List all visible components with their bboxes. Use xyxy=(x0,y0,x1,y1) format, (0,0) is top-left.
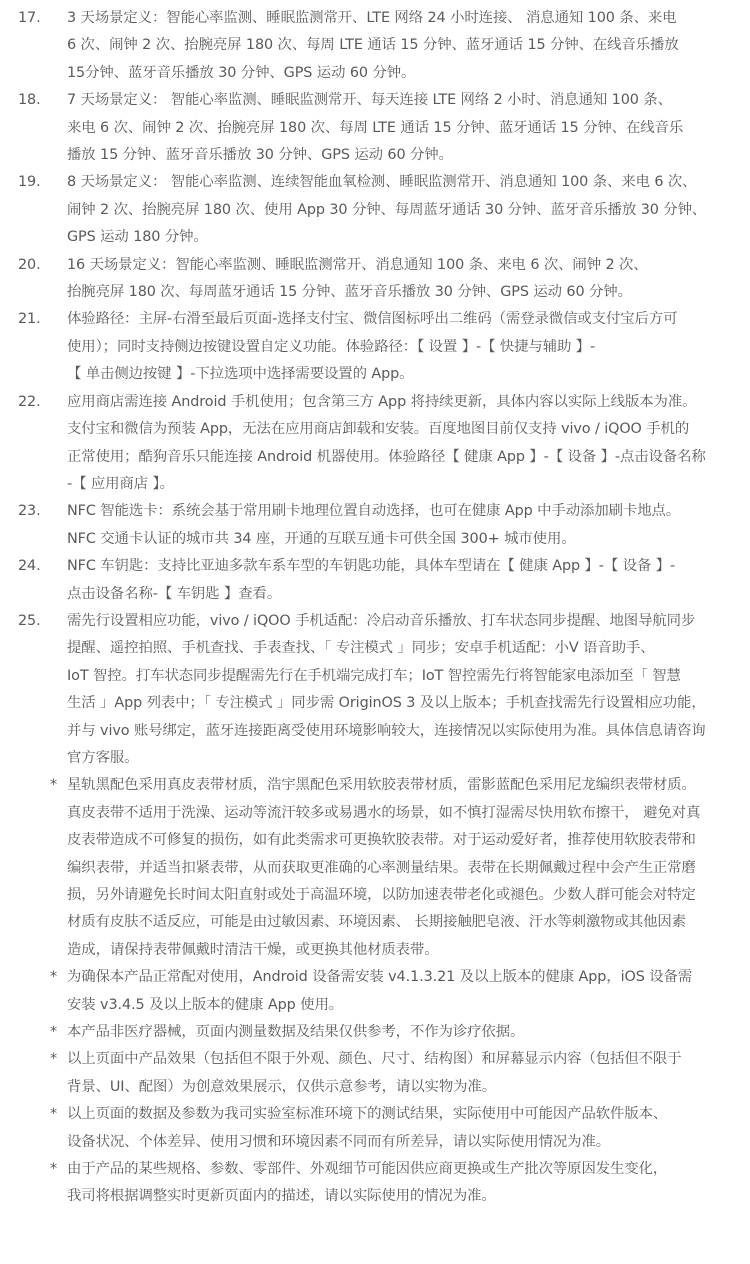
asterisk-footnote-text-line: 以上页面中产品效果（包括但不限于外观、颜色、尺寸、结构图）和屏幕显示内容（包括但不限于 xyxy=(67,1051,682,1068)
numbered-footnote-text-line: 播放 15 分钟、蓝牙音乐播放 30 分钟、GPS 运动 60 分钟。 xyxy=(67,147,453,164)
numbered-footnote-text-line: 点击设备名称-【 车钥匙 】查看。 xyxy=(67,585,282,602)
asterisk-footnote-marker: * xyxy=(50,1161,58,1178)
numbered-footnote-list xyxy=(0,5,750,772)
numbered-footnote-text-line: 使用）；同时支持侧边按键设置自定义功能。体验路径：【 设置 】-【 快捷与辅助 】- xyxy=(67,338,596,355)
numbered-footnote-text-line: NFC 智能选卡：系统会基于常用刷卡地理位置自动选择，也可在健康 App 中手动添加刷卡地点。 xyxy=(67,503,681,520)
asterisk-footnote xyxy=(0,1019,750,1046)
numbered-footnote-marker: 17. xyxy=(18,10,41,26)
asterisk-footnote-text-line: 我司将根据调整实时更新页面内的描述，请以实际使用的情况为准。 xyxy=(67,1188,496,1205)
numbered-footnote-text-line: 3 天场景定义：智能心率监测、睡眠监测常开、LTE 网络 24 小时连接、 消息通知 100 条、来电 xyxy=(67,10,677,26)
asterisk-footnote xyxy=(0,772,750,964)
numbered-footnote xyxy=(0,169,750,251)
numbered-footnote-text-line: IoT 智控。打车状态同步提醒需先行在手机端完成打车；IoT 智控需先行将智能家电添加至「 智慧 xyxy=(67,667,681,684)
asterisk-footnote-text-line: 真皮表带不适用于洗澡、运动等流汗较多或易遇水的场景，如不慎打湿需尽快用软布擦干， 避免对真 xyxy=(67,804,701,821)
numbered-footnote-marker: 20. xyxy=(18,256,41,273)
numbered-footnote-text-line: 15分钟、蓝牙音乐播放 30 分钟、GPS 运动 60 分钟。 xyxy=(67,64,416,81)
numbered-footnote-text-line: 【 单击侧边按键 】-下拉选项中选择需要设置的 App。 xyxy=(67,366,414,383)
asterisk-footnote-text-line: 星轨黑配色采用真皮表带材质，浩宇黑配色采用软胶表带材质，雷影蓝配色采用尼龙编织表带材质。 xyxy=(67,777,696,794)
numbered-footnote xyxy=(0,553,750,608)
asterisk-footnote-list xyxy=(0,772,750,1211)
asterisk-footnote-marker: * xyxy=(50,777,58,794)
numbered-footnote-text-line: -【 应用商店 】。 xyxy=(67,475,174,492)
asterisk-footnote-text-line: 造成，请保持表带佩戴时清洁干燥，或更换其他材质表带。 xyxy=(67,941,439,958)
asterisk-footnote-text-line: 皮表带造成不可修复的损伤，如有此类需求可更换软胶表带。对于运动爱好者，推荐使用软胶表带和 xyxy=(67,832,696,849)
asterisk-footnote-text-line: 安装 v3.4.5 及以上版本的健康 App 使用。 xyxy=(67,996,344,1013)
numbered-footnote-text-line: 需先行设置相应功能，vivo / iQOO 手机适配：冷启动音乐播放、打车状态同步提醒、地图导航同步 xyxy=(67,612,696,629)
numbered-footnote-text-line: GPS 运动 180 分钟。 xyxy=(67,229,208,246)
asterisk-footnote xyxy=(0,1156,750,1211)
asterisk-footnote-text-line: 编织表带，并适当扣紧表带，从而获取更准确的心率测量结果。表带在长期佩戴过程中会产生正常磨 xyxy=(67,859,696,876)
asterisk-footnote-marker: * xyxy=(50,1106,58,1123)
numbered-footnote-text-line: 并与 vivo 账号绑定，蓝牙连接距离受使用环境影响较大，连接情况以实际使用为准。具体信息请咨询 xyxy=(67,722,706,739)
numbered-footnote xyxy=(0,5,750,87)
numbered-footnote-text-line: 抬腕亮屏 180 次、每周蓝牙通话 15 分钟、蓝牙音乐播放 30 分钟、GPS 运动 60 分钟。 xyxy=(67,284,632,301)
asterisk-footnote-text-line: 由于产品的某些规格、参数、零部件、外观细节可能因供应商更换或生产批次等原因发生变化， xyxy=(67,1161,668,1178)
numbered-footnote-marker: 21. xyxy=(18,311,41,328)
numbered-footnote-text-line: 正常使用；酷狗音乐只能连接 Android 机器使用。体验路径【 健康 App 】-【 设备 】-点击设备名称 xyxy=(67,448,706,465)
numbered-footnote xyxy=(0,87,750,169)
numbered-footnote-marker: 24. xyxy=(18,558,41,575)
asterisk-footnote xyxy=(0,964,750,1019)
numbered-footnote-text-line: 闹钟 2 次、抬腕亮屏 180 次、使用 App 30 分钟、每周蓝牙通话 30 分钟、蓝牙音乐播放 30 分钟、 xyxy=(67,201,707,218)
numbered-footnote-marker: 25. xyxy=(18,612,41,629)
numbered-footnote-text-line: 8 天场景定义： 智能心率监测、连续智能血氧检测、睡眠监测常开、消息通知 100 条、来电 6 次、 xyxy=(67,174,697,191)
numbered-footnote-marker: 23. xyxy=(18,503,41,520)
numbered-footnote-text-line: 应用商店需连接 Android 手机使用；包含第三方 App 将持续更新，具体内容以实际上线版本为准。 xyxy=(67,393,697,410)
asterisk-footnote xyxy=(0,1046,750,1101)
asterisk-footnote-text-line: 以上页面的数据及参数为我司实验室标准环境下的测试结果，实际使用中可能因产品软件版本、 xyxy=(67,1106,668,1123)
asterisk-footnote-text-line: 为确保本产品正常配对使用，Android 设备需安装 v4.1.3.21 及以上版本的健康 App，iOS 设备需 xyxy=(67,969,693,986)
numbered-footnote-text-line: 来电 6 次、闹钟 2 次、抬腕亮屏 180 次、每周 LTE 通话 15 分钟、蓝牙通话 15 分钟、在线音乐 xyxy=(67,119,684,136)
numbered-footnote xyxy=(0,306,750,388)
asterisk-footnote-text-line: 材质有皮肤不适反应，可能是由过敏因素、环境因素、 长期接触肥皂液、汗水等刺激物或其他因素 xyxy=(67,914,686,931)
numbered-footnote-text-line: 生活 」App 列表中；「 专注模式 」同步需 OriginOS 3 及以上版本；手机查找需先行设置相应功能， xyxy=(67,695,706,712)
numbered-footnote-marker: 18. xyxy=(18,92,41,109)
asterisk-footnote-marker: * xyxy=(50,1024,58,1041)
numbered-footnote-text-line: 6 次、闹钟 2 次、抬腕亮屏 180 次、每周 LTE 通话 15 分钟、蓝牙通话 15 分钟、在线音乐播放 xyxy=(67,37,679,54)
numbered-footnote xyxy=(0,608,750,772)
numbered-footnote-text-line: 支付宝和微信为预装 App，无法在应用商店卸载和安装。百度地图目前仅支持 vivo / iQOO 手机的 xyxy=(67,421,690,438)
numbered-footnote-marker: 22. xyxy=(18,393,41,410)
numbered-footnote-text-line: 体验路径：主屏-右滑至最后页面-选择支付宝、微信图标呼出二维码（需登录微信或支付宝后方可 xyxy=(67,311,678,328)
numbered-footnote-text-line: 16 天场景定义：智能心率监测、睡眠监测常开、消息通知 100 条、来电 6 次、闹钟 2 次、 xyxy=(67,256,648,273)
numbered-footnote-text-line: NFC 交通卡认证的城市共 34 座，开通的互联互通卡可供全国 300+ 城市使用。 xyxy=(67,530,576,547)
numbered-footnote xyxy=(0,252,750,307)
asterisk-footnote xyxy=(0,1101,750,1156)
asterisk-footnote-text-line: 设备状况、个体差异、使用习惯和环境因素不同而有所差异，请以实际使用情况为准。 xyxy=(67,1133,611,1150)
numbered-footnote-text-line: 官方客服。 xyxy=(67,749,139,766)
asterisk-footnote-text-line: 损，另外请避免长时间太阳直射或处于高温环境，以防加速表带老化或褪色。少数人群可能会对特定 xyxy=(67,887,696,903)
asterisk-footnote-marker: * xyxy=(50,969,58,986)
asterisk-footnote-text-line: 本产品非医疗器械，页面内测量数据及结果仅供参考，不作为诊疗依据。 xyxy=(67,1024,525,1041)
asterisk-footnote-marker: * xyxy=(50,1051,58,1068)
numbered-footnote xyxy=(0,389,750,499)
numbered-footnote-text-line: 提醒、遥控拍照、手机查找、手表查找、「 专注模式 」同步；安卓手机适配：小V 语音助手、 xyxy=(67,640,655,657)
asterisk-footnote-text-line: 背景、UI、配图）为创意效果展示，仅供示意参考，请以实物为准。 xyxy=(67,1078,497,1095)
numbered-footnote-text-line: NFC 车钥匙：支持比亚迪多款车系车型的车钥匙功能，具体车型请在【 健康 App 】-【 设备 】- xyxy=(67,558,676,575)
numbered-footnote xyxy=(0,498,750,553)
numbered-footnote-text-line: 7 天场景定义： 智能心率监测、睡眠监测常开、每天连接 LTE 网络 2 小时、消息通知 100 条、 xyxy=(67,92,672,109)
numbered-footnote-marker: 19. xyxy=(18,174,41,191)
